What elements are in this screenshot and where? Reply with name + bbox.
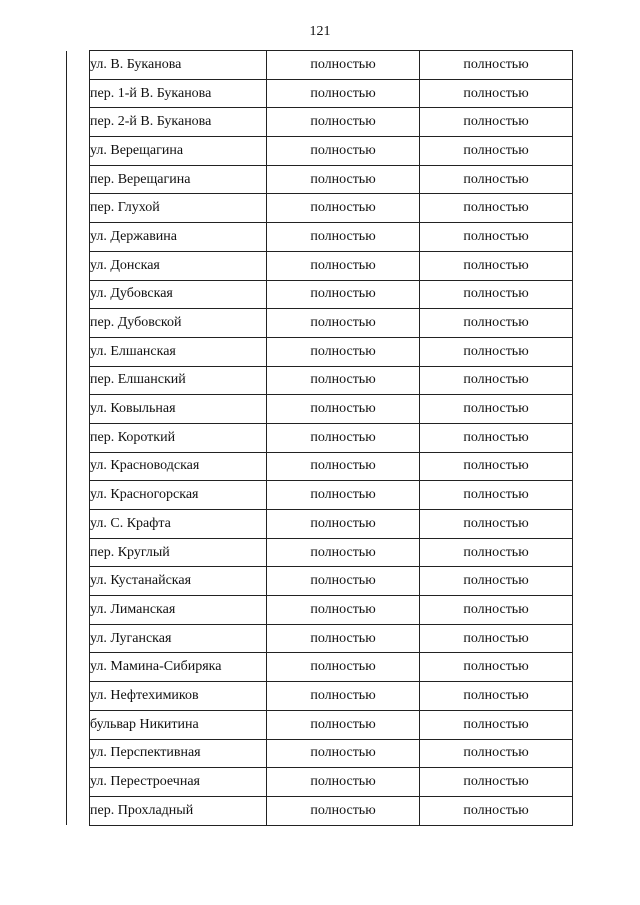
- row-index-cell: [67, 51, 90, 80]
- street-name-cell: пер. Дубовской: [90, 309, 267, 338]
- street-name-cell: ул. Мамина-Сибиряка: [90, 653, 267, 682]
- coverage-cell: полностью: [267, 682, 420, 711]
- coverage-cell: полностью: [420, 165, 573, 194]
- coverage-cell: полностью: [267, 108, 420, 137]
- table-row: [67, 510, 573, 539]
- table-row: [67, 423, 573, 452]
- row-index-cell: [67, 337, 90, 366]
- coverage-cell: полностью: [267, 596, 420, 625]
- street-name-cell: пер. 1-й В. Буканова: [90, 79, 267, 108]
- coverage-cell: полностью: [420, 452, 573, 481]
- table-row: [67, 481, 573, 510]
- coverage-cell: полностью: [267, 280, 420, 309]
- coverage-cell: полностью: [420, 423, 573, 452]
- street-name-cell: ул. Верещагина: [90, 137, 267, 166]
- coverage-cell: полностью: [420, 108, 573, 137]
- coverage-cell: полностью: [420, 710, 573, 739]
- street-name-cell: пер. Верещагина: [90, 165, 267, 194]
- row-index-cell: [67, 653, 90, 682]
- street-name-cell: ул. Державина: [90, 223, 267, 252]
- coverage-cell: полностью: [420, 481, 573, 510]
- coverage-cell: полностью: [267, 567, 420, 596]
- row-index-cell: [67, 223, 90, 252]
- row-index-cell: [67, 796, 90, 825]
- coverage-cell: полностью: [267, 481, 420, 510]
- table-row: [67, 223, 573, 252]
- row-index-cell: [67, 309, 90, 338]
- coverage-cell: полностью: [420, 337, 573, 366]
- row-index-cell: [67, 423, 90, 452]
- coverage-cell: полностью: [420, 567, 573, 596]
- table-row: [67, 682, 573, 711]
- coverage-cell: полностью: [420, 137, 573, 166]
- coverage-cell: полностью: [267, 768, 420, 797]
- coverage-cell: полностью: [420, 796, 573, 825]
- table-row: [67, 624, 573, 653]
- street-name-cell: пер. Глухой: [90, 194, 267, 223]
- table-row: [67, 79, 573, 108]
- table-row: [67, 108, 573, 137]
- coverage-cell: полностью: [420, 79, 573, 108]
- table-row: [67, 596, 573, 625]
- table-row: [67, 337, 573, 366]
- coverage-cell: полностью: [420, 194, 573, 223]
- coverage-cell: полностью: [420, 51, 573, 80]
- street-name-cell: ул. Перспективная: [90, 739, 267, 768]
- coverage-cell: полностью: [420, 596, 573, 625]
- coverage-cell: полностью: [420, 510, 573, 539]
- street-name-cell: ул. Красногорская: [90, 481, 267, 510]
- street-name-cell: ул. Лиманская: [90, 596, 267, 625]
- street-name-cell: ул. Донская: [90, 251, 267, 280]
- coverage-cell: полностью: [267, 796, 420, 825]
- street-name-cell: ул. Кустанайская: [90, 567, 267, 596]
- row-index-cell: [67, 624, 90, 653]
- table-row: [67, 395, 573, 424]
- street-table-body: [67, 51, 573, 826]
- coverage-cell: полностью: [420, 739, 573, 768]
- page-number: 121: [309, 24, 331, 39]
- street-name-cell: ул. Ковыльная: [90, 395, 267, 424]
- row-index-cell: [67, 710, 90, 739]
- row-index-cell: [67, 79, 90, 108]
- coverage-cell: полностью: [267, 165, 420, 194]
- row-index-cell: [67, 137, 90, 166]
- row-index-cell: [67, 366, 90, 395]
- street-name-cell: ул. Красноводская: [90, 452, 267, 481]
- coverage-cell: полностью: [267, 624, 420, 653]
- table-row: [67, 165, 573, 194]
- row-index-cell: [67, 510, 90, 539]
- table-row: [67, 251, 573, 280]
- street-table: [66, 50, 573, 826]
- street-name-cell: пер. Прохладный: [90, 796, 267, 825]
- street-name-cell: пер. Круглый: [90, 538, 267, 567]
- row-index-cell: [67, 538, 90, 567]
- coverage-cell: полностью: [267, 194, 420, 223]
- table-row: [67, 309, 573, 338]
- table-row: [67, 51, 573, 80]
- table-row: [67, 768, 573, 797]
- table-row: [67, 739, 573, 768]
- street-name-cell: пер. Елшанский: [90, 366, 267, 395]
- coverage-cell: полностью: [267, 337, 420, 366]
- row-index-cell: [67, 280, 90, 309]
- row-index-cell: [67, 108, 90, 137]
- coverage-cell: полностью: [267, 366, 420, 395]
- coverage-cell: полностью: [420, 768, 573, 797]
- coverage-cell: полностью: [420, 251, 573, 280]
- table-row: [67, 280, 573, 309]
- coverage-cell: полностью: [420, 682, 573, 711]
- table-row: [67, 194, 573, 223]
- row-index-cell: [67, 596, 90, 625]
- coverage-cell: полностью: [267, 739, 420, 768]
- table-row: [67, 567, 573, 596]
- row-index-cell: [67, 194, 90, 223]
- row-index-cell: [67, 768, 90, 797]
- coverage-cell: полностью: [267, 223, 420, 252]
- coverage-cell: полностью: [420, 538, 573, 567]
- table-row: [67, 653, 573, 682]
- street-name-cell: ул. Елшанская: [90, 337, 267, 366]
- street-name-cell: ул. Дубовская: [90, 280, 267, 309]
- table-row: [67, 452, 573, 481]
- coverage-cell: полностью: [420, 395, 573, 424]
- coverage-cell: полностью: [420, 309, 573, 338]
- coverage-cell: полностью: [267, 510, 420, 539]
- street-name-cell: ул. С. Крафта: [90, 510, 267, 539]
- street-table-container: [66, 50, 568, 826]
- coverage-cell: полностью: [420, 366, 573, 395]
- coverage-cell: полностью: [420, 280, 573, 309]
- street-name-cell: ул. Луганская: [90, 624, 267, 653]
- coverage-cell: полностью: [420, 624, 573, 653]
- row-index-cell: [67, 567, 90, 596]
- table-row: [67, 710, 573, 739]
- row-index-cell: [67, 481, 90, 510]
- street-name-cell: ул. В. Буканова: [90, 51, 267, 80]
- table-row: [67, 137, 573, 166]
- street-name-cell: пер. 2-й В. Буканова: [90, 108, 267, 137]
- row-index-cell: [67, 251, 90, 280]
- street-name-cell: ул. Перестроечная: [90, 768, 267, 797]
- street-name-cell: ул. Нефтехимиков: [90, 682, 267, 711]
- coverage-cell: полностью: [267, 79, 420, 108]
- row-index-cell: [67, 682, 90, 711]
- row-index-cell: [67, 739, 90, 768]
- coverage-cell: полностью: [267, 395, 420, 424]
- coverage-cell: полностью: [267, 653, 420, 682]
- table-row: [67, 538, 573, 567]
- coverage-cell: полностью: [267, 309, 420, 338]
- coverage-cell: полностью: [420, 223, 573, 252]
- street-name-cell: бульвар Никитина: [90, 710, 267, 739]
- row-index-cell: [67, 452, 90, 481]
- row-index-cell: [67, 395, 90, 424]
- coverage-cell: полностью: [420, 653, 573, 682]
- coverage-cell: полностью: [267, 137, 420, 166]
- table-row: [67, 366, 573, 395]
- street-name-cell: пер. Короткий: [90, 423, 267, 452]
- coverage-cell: полностью: [267, 710, 420, 739]
- coverage-cell: полностью: [267, 251, 420, 280]
- coverage-cell: полностью: [267, 538, 420, 567]
- coverage-cell: полностью: [267, 452, 420, 481]
- table-row: [67, 796, 573, 825]
- coverage-cell: полностью: [267, 423, 420, 452]
- row-index-cell: [67, 165, 90, 194]
- coverage-cell: полностью: [267, 51, 420, 80]
